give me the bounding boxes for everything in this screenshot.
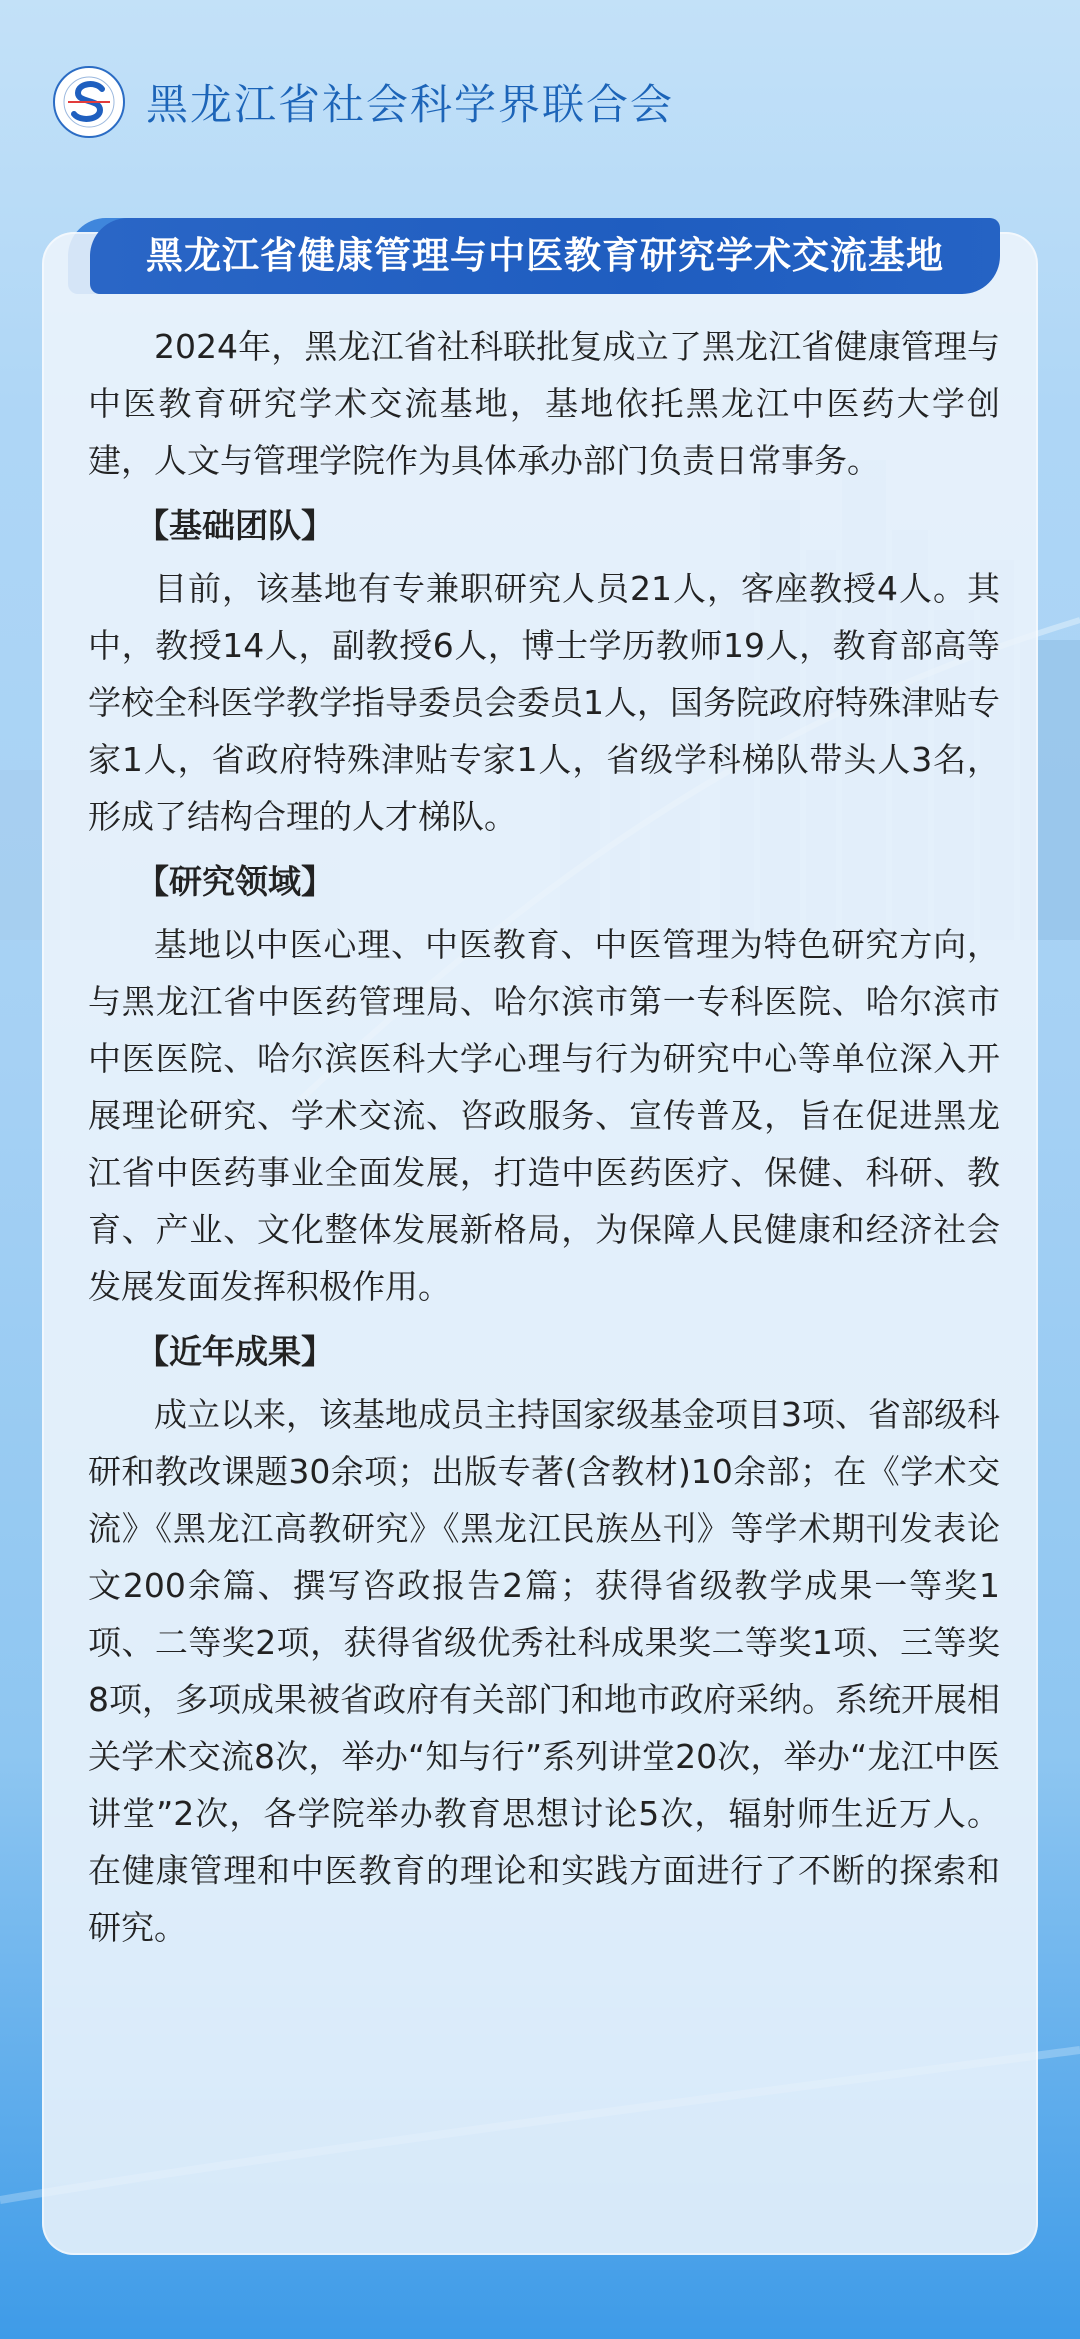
team-paragraph: 目前，该基地有专兼职研究人员21人，客座教授4人。其中，教授14人，副教授6人，博士学历教师19人，教育部高等学校全科医学教学指导委员会委员1人，国务院政府特殊津贴专家1人，省政府特殊津贴专家1人，省级学科梯队带头人3名，形成了结构合理的人才梯队。: [88, 569, 1000, 836]
header: [52, 62, 674, 142]
title-banner: [90, 218, 1000, 294]
org-name: 黑龙江省社会科学界联合会: [146, 80, 675, 129]
research-heading: 【研究领域】: [136, 862, 334, 901]
results-paragraph: 成立以来，该基地成员主持国家级基金项目3项、省部级科研和教改课题30余项；出版专著(含教材)10余部；在《学术交流》《黑龙江高教研究》《黑龙江民族丛刊》等学术期刊发表论文200余篇、撰写咨政报告2篇；获得省级教学成果一等奖1项、二等奖2项，获得省级优秀社科成果奖二等奖1项、三等奖8项，多项成果被省政府有关部门和地市政府采纳。系统开展相关学术交流8次，举办“知与行”系列讲堂20次，举办“龙江中医讲堂”2次，各学院举办教育思想讨论5次，辐射师生近万人。在健康管理和中医教育的理论和实践方面进行了不断的探索和研究。: [88, 1395, 1000, 1947]
page-title: 黑龙江省健康管理与中医教育研究学术交流基地: [146, 234, 944, 277]
research-paragraph: 基地以中医心理、中医教育、中医管理为特色研究方向，与黑龙江省中医药管理局、哈尔滨市第一专科医院、哈尔滨市中医医院、哈尔滨医科大学心理与行为研究中心等单位深入开展理论研究、学术交流、咨政服务、宣传普及，旨在促进黑龙江省中医药事业全面发展，打造中医药医疗、保健、科研、教育、产业、文化整体发展新格局，为保障人民健康和经济社会发展发面发挥积极作用。: [88, 925, 1000, 1306]
hlj-social-science-federation-logo-icon: [52, 65, 126, 139]
team-heading: 【基础团队】: [136, 506, 334, 545]
results-heading: 【近年成果】: [136, 1332, 334, 1371]
intro-paragraph: 2024年，黑龙江省社科联批复成立了黑龙江省健康管理与中医教育研究学术交流基地，基地依托黑龙江中医药大学创建，人文与管理学院作为具体承办部门负责日常事务。: [88, 327, 1000, 480]
article-body: [88, 318, 1000, 1956]
